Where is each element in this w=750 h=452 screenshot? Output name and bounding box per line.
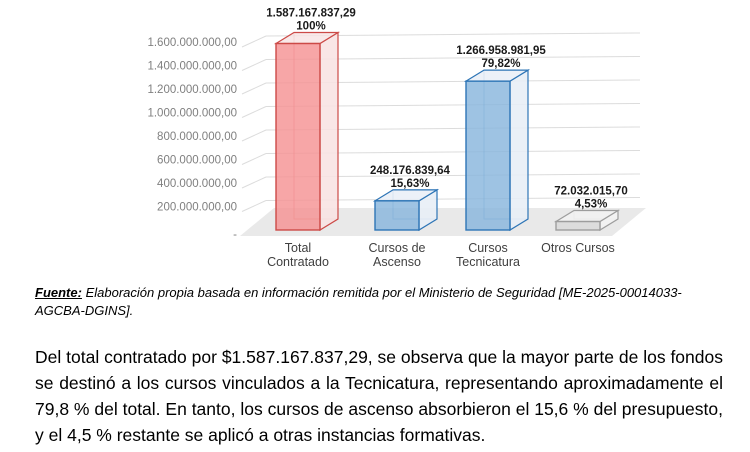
y-axis-tick-mark: [242, 107, 266, 118]
bar-value-label: 248.176.839,64: [370, 164, 450, 177]
bar-value-label: 1.587.167.837,29: [266, 7, 356, 20]
bar-value-label: 72.032.015,70: [554, 185, 628, 198]
y-axis-tick-label: 1.200.000.000,00: [147, 84, 237, 96]
bar-percent-label: 100%: [296, 20, 326, 33]
y-axis-tick-mark: [242, 60, 266, 71]
bar-percent-label: 79,82%: [481, 58, 521, 71]
source-note: [35, 284, 725, 319]
bar-side-face-cursos-tecnicatura: [510, 70, 528, 230]
y-axis-zero-label: -: [233, 229, 237, 241]
x-axis-category-label: Total: [284, 241, 312, 255]
x-axis-category-label: Contratado: [267, 255, 329, 269]
bar-total-contratado: [276, 44, 320, 230]
bar-value-label: 1.266.958.981,95: [456, 45, 546, 58]
x-axis-category-label: Otros Cursos: [541, 241, 615, 255]
source-label: Fuente:: [35, 285, 82, 300]
bar-otros-cursos: [556, 222, 600, 230]
y-axis-tick-mark: [242, 83, 266, 94]
y-axis-tick-label: 600.000.000,00: [157, 154, 237, 167]
y-axis-tick-label: 400.000.000,00: [157, 178, 237, 190]
y-axis-tick-mark: [242, 177, 266, 188]
bar-percent-label: 15,63%: [390, 177, 430, 190]
x-axis-category-label: Tecnicatura: [456, 255, 520, 269]
y-axis-tick-label: 1.000.000.000,00: [147, 107, 237, 120]
y-axis-tick-label: 1.400.000.000,00: [147, 60, 237, 73]
x-axis-category-label: Cursos de: [368, 241, 426, 255]
bar-side-face-total-contratado: [320, 33, 338, 230]
y-axis-tick-mark: [242, 130, 266, 141]
y-axis-tick-label: 1.600.000.000,00: [147, 37, 237, 49]
bar-cursos-de-ascenso: [375, 201, 419, 230]
y-axis-tick-label: 200.000.000,00: [157, 201, 237, 214]
y-axis-tick-mark: [242, 201, 266, 212]
y-axis-tick-label: 800.000.000,00: [157, 131, 237, 143]
x-axis-category-label: Ascenso: [373, 255, 421, 269]
source-text: Elaboración propia basada en información remitida por el Ministerio de Seguridad [ME-2025-00014033-AGCBA-DGINS].: [35, 285, 682, 318]
analysis-paragraph: Del total contratado por $1.587.167.837,29, se observa que la mayor parte de los fondos se destinó a los cursos vinculados a la Tecnicatura, representando aproximadamente el 79,8 % del total. En tanto, los cursos de ascenso absorbieron el 15,6 % del presupuesto, y el 4,5 % restante se aplicó a otras instancias formativas.: [35, 347, 723, 445]
x-axis-category-label: Cursos: [468, 241, 508, 255]
y-axis-tick-mark: [242, 154, 266, 165]
bar-cursos-tecnicatura: [466, 81, 510, 230]
bar-percent-label: 4,53%: [574, 198, 608, 211]
y-axis-tick-mark: [242, 36, 266, 47]
